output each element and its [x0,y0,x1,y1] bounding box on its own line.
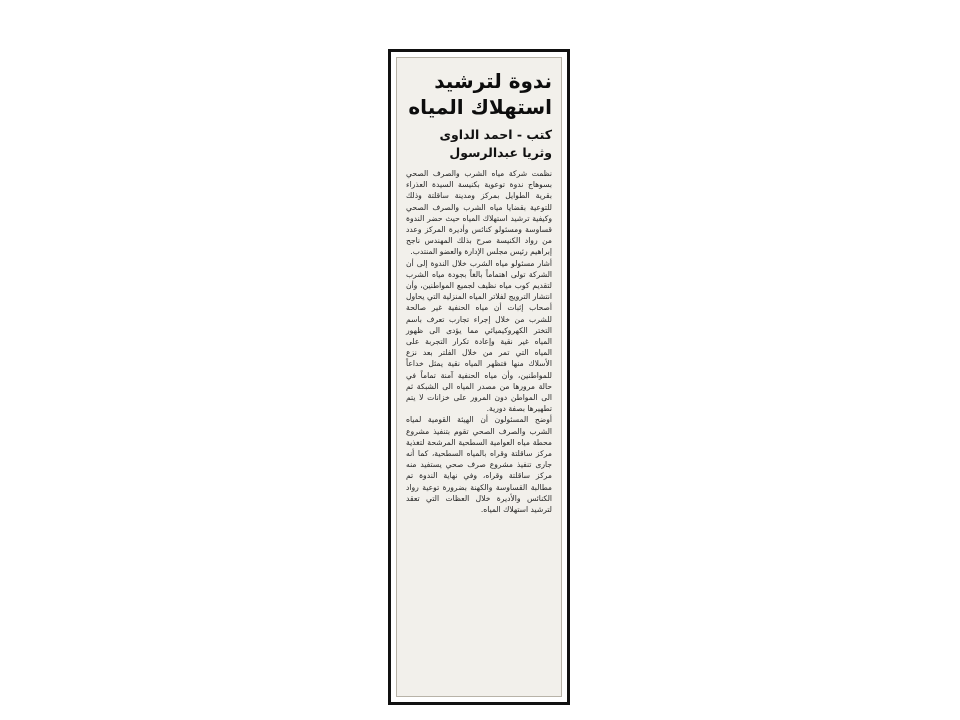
headline-line-2: استهلاك المياه [408,95,552,119]
article-paragraph-1: نظمت شركة مياه الشرب والصرف الصحي بسوهاج ندوة توعوية بكنيسة السيدة العذراء بقرية الطوايل بمركز ومدينة ساقلتة وذلك للتوعية بقضايا مياه الشرب والصرف الصحي وكيفية ترشيد استهلاك المياه حيث حضر الندوة قساوسة ومسئولو كنائس وأديرة المركز وعدد من رواد الكنيسة صرح بذلك المهندس ناجح إبراهيم رئيس مجلس الإدارة والعضو المنتدب. [406,169,552,257]
headline-line-1: ندوة لترشيد [434,69,552,93]
article-byline [406,126,552,162]
byline-line-1: كتب - احمد الداوى [439,127,552,142]
newspaper-clipping-frame [388,49,570,705]
newspaper-clipping [396,57,562,697]
article-headline [406,68,552,120]
article-paragraph-2: أشار مسئولو مياه الشرب خلال الندوة إلى أن الشركة تولى اهتماماً بالغاً بجودة مياه الشرب لتقديم كوب مياه نظيف لجميع المواطنين، وأن انتشار الترويج لفلاتر المياه المنزلية التي يحاول أصحاب إثبات أن مياه الحنفية غير صالحة للشرب من خلال إجراء تجارب تعرف باسم التختر الكهروكيميائي مما يؤدى الى ظهور المياه غير نقية وإعادة تكرار التجربة على المياه التي تمر من خلال الفلتر بعد نزع الأسلاك منها فتظهر المياه نقية يمثل خداعاً للمواطنين، وأن مياه الحنفية آمنة تماماً في حالة مرورها من مصدر المياه الى الشبكة ثم الى المواطن دون المرور على خزانات لا يتم تطهيرها بصفة دورية. [406,258,552,414]
article-paragraph-3: أوضح المسئولون أن الهيئة القومية لمياه الشرب والصرف الصحي تقوم بتنفيذ مشروع محطة مياه العوامية السطحية المرشحة لتغذية مركز ساقلتة وقراه بالمياه السطحية، كما أنه جارى تنفيذ مشروع صرف صحي يستفيد منه مركز ساقلتة وقراه، وفي نهاية الندوة تم مطالبة القساوسة والكهنة بضرورة توعية رواد الكنائس والأديرة خلال العظات التي تعقد لترشيد استهلاك المياه. [406,415,552,515]
byline-line-2: وثريا عبدالرسول [449,145,552,160]
article-body [406,168,552,515]
